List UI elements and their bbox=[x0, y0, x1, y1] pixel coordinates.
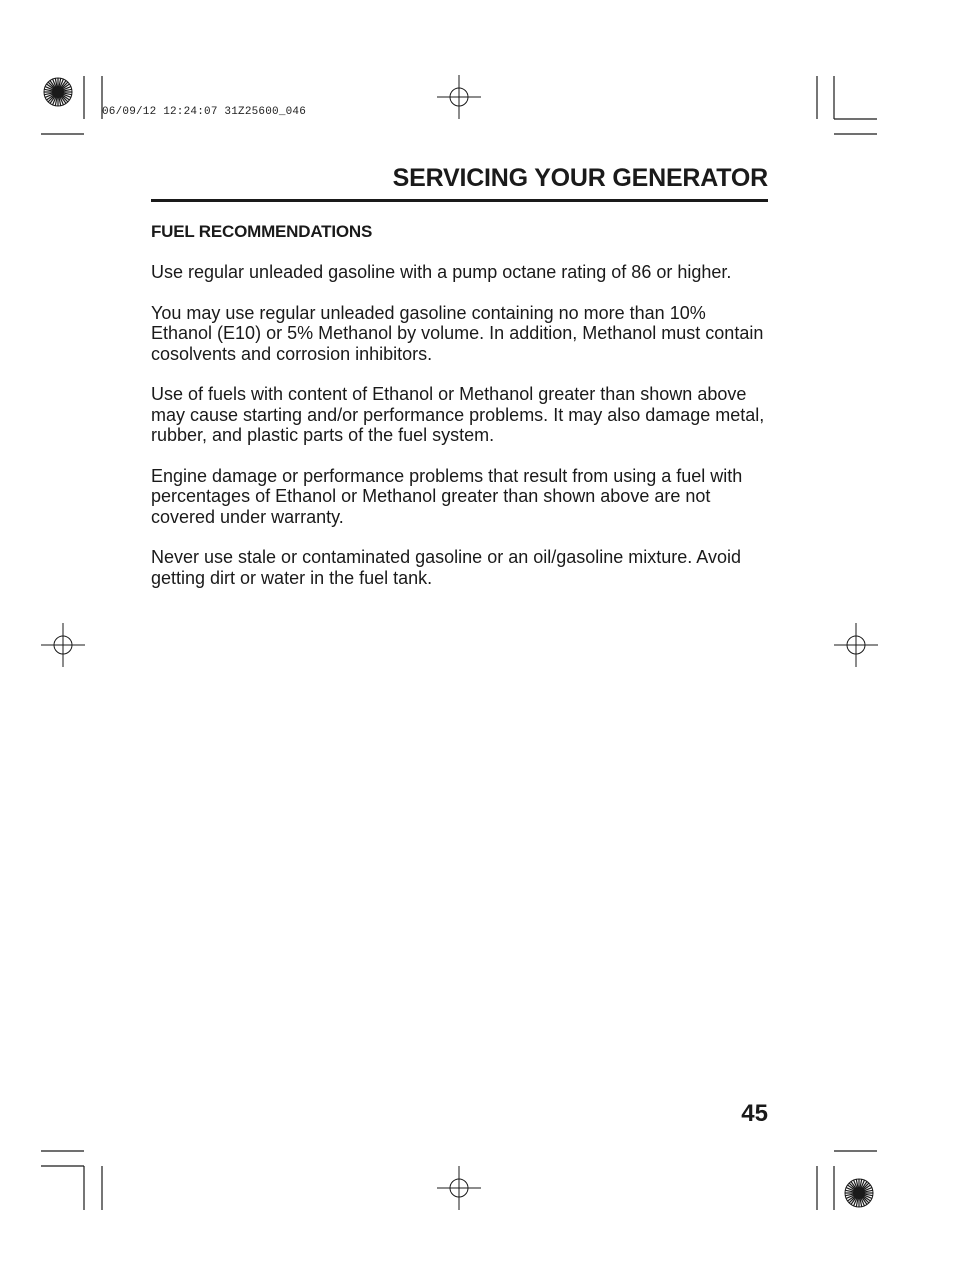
crosshair-icon bbox=[41, 623, 85, 667]
page-title: SERVICING YOUR GENERATOR bbox=[392, 164, 768, 192]
crosshair-icon bbox=[437, 75, 481, 119]
paragraph-fuel-problems: Use of fuels with content of Ethanol or Methanol greater than shown above may cause starting and/or performance problems. It may also damage metal, rubber, and plastic parts of the fuel system. bbox=[151, 384, 765, 445]
section-heading: FUEL RECOMMENDATIONS bbox=[151, 222, 373, 241]
paragraph-ethanol-limits: You may use regular unleaded gasoline containing no more than 10% Ethanol (E10) or 5% Methanol by volume. In addition, Methanol must contain cosolvents and corrosion inhibitors. bbox=[151, 302, 764, 364]
page-number: 45 bbox=[741, 1100, 768, 1127]
main-content bbox=[151, 222, 771, 608]
paragraph-octane: Use regular unleaded gasoline with a pump octane rating of 86 or higher. bbox=[151, 262, 732, 282]
paragraph-warranty: Engine damage or performance problems that result from using a fuel with percentages of Ethanol or Methanol greater than shown above are not covered under warranty. bbox=[151, 465, 743, 527]
registration-sunburst-icon bbox=[845, 1179, 873, 1207]
registration-sunburst-icon bbox=[44, 78, 72, 106]
print-timestamp: 06/09/12 12:24:07 31Z25600_046 bbox=[102, 106, 307, 118]
paragraph-stale-fuel: Never use stale or contaminated gasoline or an oil/gasoline mixture. Avoid getting dirt or water in the fuel tank. bbox=[151, 547, 742, 588]
page-header bbox=[151, 160, 768, 202]
crosshair-icon bbox=[437, 1166, 481, 1210]
crosshair-icon bbox=[834, 623, 878, 667]
